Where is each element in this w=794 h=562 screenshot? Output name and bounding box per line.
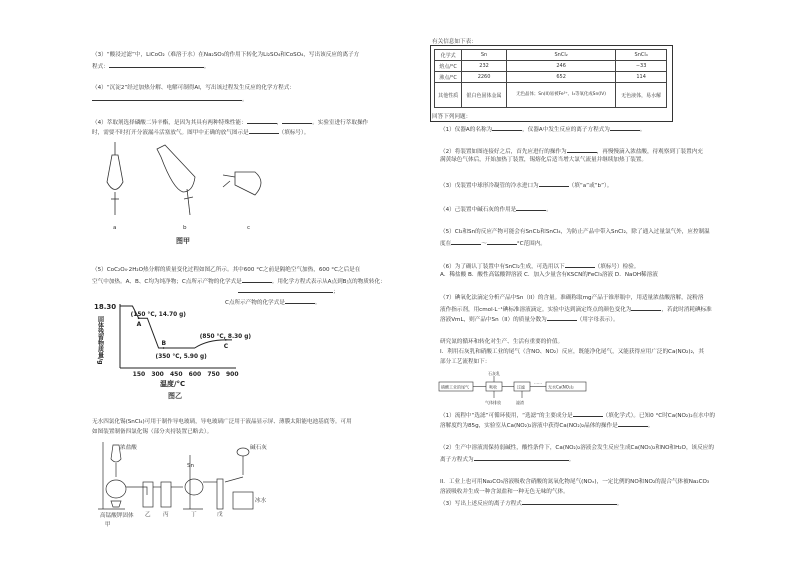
point-annotation-a: (150 °C, 14.70 g) — [130, 312, 186, 319]
q6-line3: ； — [238, 286, 339, 296]
funnel-a — [107, 142, 123, 215]
table-row — [435, 61, 667, 72]
table-row — [435, 83, 667, 108]
table-header-cell: SnCl₄ — [616, 50, 667, 61]
answer-blank[interactable] — [516, 204, 546, 211]
table-cell: 其他性质 — [435, 83, 462, 108]
funnel-label-b: b — [183, 225, 187, 231]
a6-line1: （6）为了确认丁装置中有SnCl₂生成，可选用以下 （填标号）检验。 — [440, 261, 639, 271]
table-title: 有关信息如下表： — [432, 39, 477, 45]
table-cell: 232 — [462, 61, 507, 72]
separatory-funnels-figure — [95, 137, 275, 237]
funnel-label-c: c — [247, 225, 251, 231]
label-hcl: 浓盐酸 — [120, 445, 137, 451]
table-row — [435, 72, 667, 83]
tga-chart — [92, 296, 252, 392]
answer-blank[interactable] — [618, 420, 648, 427]
c3: （3）写出上述反应的离子方程式 。 — [440, 498, 622, 508]
table-header-cell: Sn — [462, 50, 507, 61]
label-ice: 冰水 — [255, 498, 267, 504]
y-tick-label: 18.30 — [94, 303, 117, 311]
table-cell: 2260 — [462, 72, 507, 83]
answer-blank[interactable] — [451, 238, 481, 245]
q5-line2: 时，需要不时打开分液漏斗活塞放气。图甲中正确的放气图示是 （填标号）。 — [92, 127, 309, 137]
table-cell: 无色晶体；Sn(II)易被Fe³⁺、I₂等氧化成Sn(IV) — [506, 83, 615, 108]
chart-marks — [120, 306, 251, 360]
q3-line2: 程式： 。 — [92, 61, 209, 71]
c-line2: 溶液吸收并生成一种含氮盐和一种无色无味的气体。 — [440, 489, 569, 495]
answer-blank[interactable] — [242, 276, 272, 283]
data-point-b — [163, 347, 165, 349]
point-label-c: C — [223, 342, 229, 350]
label-wu: 戊 — [217, 512, 223, 518]
q6-line1: （5）CoC₂O₄·2H₂O热分解的质量变化过程如图乙所示。其中600 °C之前是隔绝空气加热，600 °C之后是在 — [92, 267, 361, 273]
table-cell: −33 — [616, 61, 667, 72]
answer-blank[interactable] — [187, 94, 242, 101]
answer-blank[interactable] — [282, 117, 312, 124]
answer-title: 回答下列问题： — [432, 114, 472, 120]
label-ding: 丁 — [191, 512, 197, 518]
a7-line1: （7）碘氧化法滴定分析产品中Sn（II）的含量。准确称取mg产品于锥形瓶中，用适量浓盐酸溶解，淀粉溶 — [440, 295, 704, 301]
a5-line1: （5）Cl₂和Sn的反应产物可能会有SnCl₂和SnCl₄，为防止产品中带入SnCl₂，除了通入过量氯气外，应控制温 — [440, 229, 710, 235]
table-header-cell: SnCl₂ — [506, 50, 615, 61]
flow-ellipsis: …… — [534, 380, 542, 385]
c-line1: II．工业上也可用Na₂CO₃溶液吸收含硝酸的氮氧化物尾气(NOₓ)，一定比例的NO和NO₂的混合气体被Na₂CO₃ — [440, 479, 710, 485]
a1: （1）仪器A的名称为 ，仪器A中发生反应的离子方程式为 。 — [440, 124, 645, 134]
answer-blank[interactable] — [249, 127, 279, 134]
q6-line4: C点所示产物的化学式是 。 — [225, 297, 320, 307]
table-cell: 沸点/°C — [435, 72, 462, 83]
label-yi: 乙 — [145, 512, 151, 518]
table-cell: 114 — [616, 72, 667, 83]
a3: （3）戊装置中球形冷凝管的冷水进口为 （填“a”或“b”）。 — [440, 180, 612, 190]
a7-line2: 液作指示剂，用cmol·L⁻¹碘标准溶液滴定。实验中达到滴定终点的颜色变化为 ，若此时消耗碘标准 — [440, 304, 712, 314]
fig1-caption: 图甲 — [176, 237, 190, 245]
answer-blank[interactable] — [109, 61, 204, 68]
process-flow-diagram — [438, 370, 588, 408]
flow-box-product: 无水Ca(NO₂)₂ — [548, 384, 574, 390]
flow-top-lime: 石灰乳 — [488, 371, 500, 376]
x-tick-label: 300 — [151, 371, 164, 378]
answer-blank[interactable] — [474, 454, 569, 461]
answer-blank[interactable] — [567, 146, 597, 153]
q4-line1: （4）“沉淀2”经过加热分解、电解可制得Al，写出该过程发生反应的化学方程式： — [92, 85, 295, 91]
q7-line2: 如图装置制备四氯化锡（部分夹持装置已略去）。 — [92, 429, 213, 435]
table-cell: 银白色固体金属 — [462, 83, 507, 108]
label-jia: 甲 — [105, 522, 111, 528]
flow-residue: 滤渣 — [516, 400, 524, 405]
table-cell: 熔点/°C — [435, 61, 462, 72]
a5-line2: 度在 ～ °C范围内。 — [440, 238, 546, 248]
p2-intro: 研究氮的循环和转化对生产、生活有重要的价值。 — [440, 339, 564, 345]
answer-blank[interactable] — [565, 261, 595, 268]
answer-blank[interactable] — [487, 238, 517, 245]
p2-line2: 部分工艺流程如下： — [440, 359, 491, 365]
table-header-cell: 化学式 — [435, 50, 462, 61]
flow-box-absorb: 吸收 — [489, 384, 497, 390]
flow-box-tail-gas: 硝酸工业的尾气 — [441, 384, 469, 390]
funnel-c — [223, 172, 261, 195]
a2-line1: （2）将装置如图连接好之后，首先应进行的操作为 ，再慢慢滴入浓盐酸，待观察到丁装置内充 — [440, 146, 703, 156]
answer-blank[interactable] — [573, 410, 603, 417]
fig2-caption: 图乙 — [168, 392, 182, 400]
table-cell: 无色液体，易水解 — [616, 83, 667, 108]
answer-blank[interactable] — [238, 286, 333, 293]
point-annotation-c: (850 °C, 8.30 g) — [199, 333, 252, 340]
label-lime: 碱石灰 — [250, 445, 267, 451]
answer-blank[interactable] — [610, 124, 640, 131]
point-annotation-b: (350 °C, 5.90 g) — [155, 354, 207, 361]
label-sn: Sn — [187, 463, 195, 469]
a6-options: A．稀盐酸 B．酸性高锰酸钾溶液 C．加入少量含有KSCN的FeCl₃溶液 D．NaOH稀溶液 — [440, 272, 658, 278]
table-cell: 652 — [506, 72, 615, 83]
answer-blank[interactable] — [522, 498, 617, 505]
answer-blank[interactable] — [92, 94, 187, 101]
y-axis-label: 固体残留物质量/g — [96, 316, 104, 365]
flow-gas-out: 气体排放 — [485, 400, 501, 405]
b1-line2: 溶解度约为85g，实验室从Ca(NO₂)₂溶液中获得Ca(NO₂)₂晶体的操作是 。 — [440, 420, 653, 430]
label-bing: 丙 — [163, 512, 169, 518]
flow-box-filter: 过滤 — [517, 384, 525, 390]
q3-line1: （3）“酸浸过滤”中，LiCoO₂（难溶于水）在Na₂SO₃的作用下转化为Li₂SO₄和CoSO₄，写出该反应的离子方 — [92, 52, 360, 58]
x-tick-label: 750 — [207, 371, 220, 378]
table-header-row — [435, 50, 667, 61]
point-label-b: B — [161, 340, 167, 348]
q7-line1: 无水四氯化锡(SnCl₄)可用于制作导电玻璃，导电玻璃广泛用于液晶显示屏、薄膜太阳能电池基底等。可用 — [92, 419, 352, 425]
b1-line1: （1）流程中“选滤”可循环使用，“选滤”的主要成分是 （填化学式）。已知0 °C时Ca(NO₂)₂在水中的 — [440, 410, 715, 420]
q4-line2: 。 — [92, 94, 248, 104]
x-tick-label: 900 — [226, 371, 239, 378]
b2-line1: （2）生产中溶液需保持弱碱性，酸性条件下，Ca(NO₂)₂溶液会发生反应生成Ca(NO₃)₂和NO和H₂O，该反应的 — [440, 445, 714, 451]
answer-blank[interactable] — [631, 304, 661, 311]
a4: （4）己装置中碱石灰的作用是 。 — [440, 204, 552, 214]
b2-line2: 离子方程式为 。 — [440, 454, 574, 464]
answer-blank[interactable] — [285, 297, 315, 304]
q5-line1: （4）萃取剂选择磷酸二异辛酯，是因为其具有两种特殊性能： ， 。实验室进行萃取操作 — [92, 117, 368, 127]
answer-blank[interactable] — [492, 124, 522, 131]
x-axis-label: 温度/°C — [160, 380, 186, 388]
x-tick-label: 600 — [188, 371, 202, 378]
funnel-b — [157, 145, 195, 215]
apparatus-figure — [95, 437, 275, 528]
a7-line3: 溶液VmL，则产品中Sn（II）的质量分数为 （用字母表示）。 — [440, 314, 619, 324]
a2-line2: 满黄绿色气体后，开始加热丁装置，锡熔化后适当增大氯气流量并继续加热丁装置。 — [440, 157, 647, 163]
label-kmno4: 高锰酸钾固体 — [100, 513, 134, 519]
table-cell: 246 — [506, 61, 615, 72]
p2-line1: I．利用石灰乳和硝酸工业的尾气（含NO、NO₂）反应，既能净化尾气，又能获得应用广泛的Ca(NO₂)₂，其 — [440, 349, 704, 355]
q6-line2: 空气中加热。A、B、C均为纯净物；C点所示产物的化学式是 。用化学方程式表示从A点到B点的物质转化： — [92, 276, 386, 286]
x-tick-label: 450 — [170, 371, 183, 378]
answer-blank[interactable] — [547, 314, 577, 321]
x-tick-label: 150 — [132, 371, 146, 378]
answer-blank[interactable] — [247, 117, 277, 124]
funnel-label-a: a — [113, 225, 117, 231]
point-label-a: A — [136, 321, 142, 329]
answer-blank[interactable] — [539, 180, 569, 187]
info-table — [434, 49, 667, 108]
